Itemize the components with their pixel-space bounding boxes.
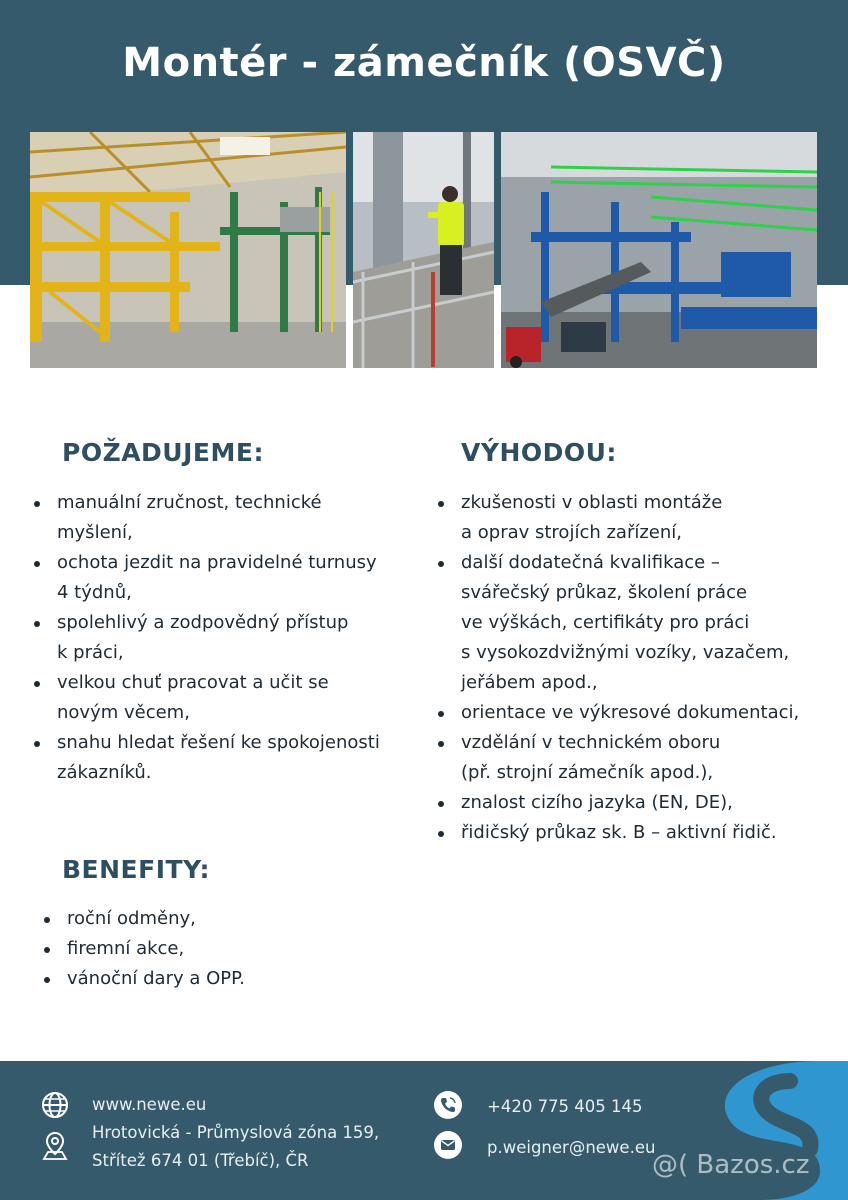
list-item: roční odměny,	[42, 904, 402, 934]
list-item: znalost cizího jazyka (EN, DE),	[436, 788, 831, 818]
list-item: ochota jezdit na pravidelné turnusy 4 týdnů,	[32, 548, 412, 608]
list-item: vzdělání v technickém oboru (př. strojní zámečník apod.),	[436, 728, 831, 788]
advantages-list	[436, 488, 831, 848]
list-item: další dodatečná kvalifikace – svářečský průkaz, školení práce ve výškách, certifikáty pro práci s vysokozdvižnými vozíky, vazačem, jeřábem apod.,	[436, 548, 831, 698]
website-link[interactable]: www.newe.eu	[92, 1095, 207, 1114]
location-pin-icon	[40, 1130, 70, 1160]
list-item: orientace ve výkresové dokumentaci,	[436, 698, 831, 728]
requirements-list	[32, 488, 412, 788]
photo-worker	[353, 132, 494, 368]
benefits-heading: BENEFITY:	[62, 855, 210, 884]
email-link[interactable]: p.weigner@newe.eu	[487, 1138, 656, 1157]
list-item: velkou chuť pracovat a učit se novým věcem,	[32, 668, 412, 728]
list-item: zkušenosti v oblasti montáže a oprav strojích zařízení,	[436, 488, 831, 548]
photo-sorting-line	[501, 132, 817, 368]
mail-icon	[433, 1130, 463, 1160]
advantages-heading: VÝHODOU:	[461, 438, 617, 467]
list-item: vánoční dary a OPP.	[42, 964, 402, 994]
requirements-heading: POŽADUJEME:	[62, 438, 264, 467]
list-item: snahu hledat řešení ke spokojenosti zákazníků.	[32, 728, 412, 788]
list-item: firemní akce,	[42, 934, 402, 964]
address-line1: Hrotovická - Průmyslová zóna 159,	[92, 1123, 380, 1142]
list-item: manuální zručnost, technické myšlení,	[32, 488, 412, 548]
list-item: řidičský průkaz sk. B – aktivní řidič.	[436, 818, 831, 848]
watermark: @( Bazos.cz	[652, 1150, 810, 1180]
page-title: Montér - zámečník (OSVČ)	[122, 40, 726, 86]
worker-icon	[353, 132, 494, 368]
phone-number[interactable]: +420 775 405 145	[487, 1097, 643, 1116]
globe-icon	[40, 1090, 70, 1120]
factory-structure-icon	[30, 132, 346, 368]
photo-factory-structure	[30, 132, 346, 368]
list-item: spolehlivý a zodpovědný přístup k práci,	[32, 608, 412, 668]
sorting-line-icon	[501, 132, 817, 368]
benefits-list	[42, 904, 402, 994]
phone-icon	[433, 1090, 463, 1120]
address-line2: Střítež 674 01 (Třebíč), ČR	[92, 1151, 309, 1170]
